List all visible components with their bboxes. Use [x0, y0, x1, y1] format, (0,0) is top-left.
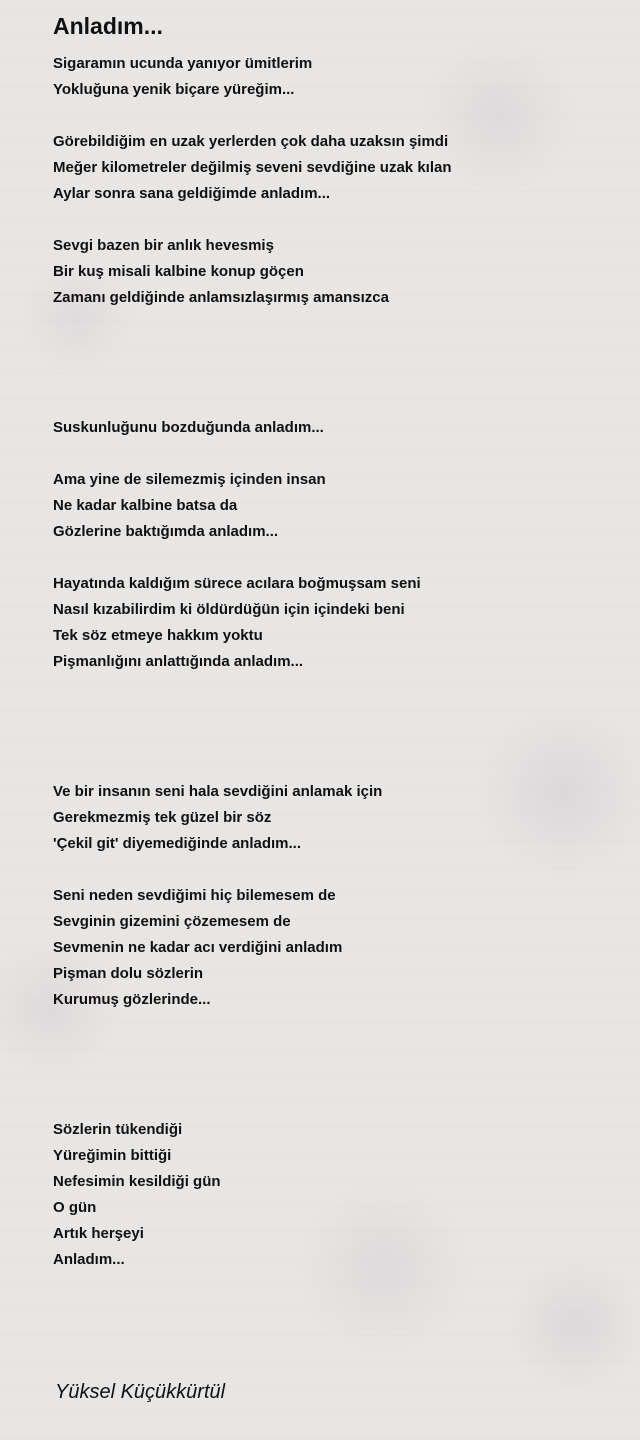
poem-line: Yüreğimin bittiği [53, 1147, 172, 1164]
stanza-1 [53, 51, 613, 103]
poem-line: Yokluğuna yenik biçare yüreğim... [53, 81, 295, 98]
poem-line: Sigaramın ucunda yanıyor ümitlerim [53, 55, 313, 72]
poem-line: Seni neden sevdiğimi hiç bilemesem de [53, 887, 336, 904]
poem-line: Gözlerine baktığımda anladım... [53, 523, 279, 540]
poem-line: Sevgi bazen bir anlık hevesmiş [53, 237, 274, 254]
stanza-9 [53, 1117, 613, 1273]
poem-line: Zamanı geldiğinde anlamsızlaşırmış amansızca [53, 289, 389, 306]
poem-line: Gerekmezmiş tek güzel bir söz [53, 809, 272, 826]
poem-line: Pişmanlığını anlattığında anladım... [53, 653, 304, 670]
stanza-8 [53, 883, 613, 1013]
poem-line: Anladım... [53, 1251, 125, 1268]
poem-line: Sevginin gizemini çözemesem de [53, 913, 291, 930]
poem-line: Aylar sonra sana geldiğimde anladım... [53, 185, 331, 202]
poem-line: Pişman dolu sözlerin [53, 965, 204, 982]
poem-line: Kurumuş gözlerinde... [53, 991, 211, 1008]
poem-line: Ve bir insanın seni hala sevdiğini anlamak için [53, 783, 383, 800]
poem-line: Sözlerin tükendiği [53, 1121, 183, 1138]
author-name: Yüksel Küçükkürtül [55, 1381, 226, 1403]
stanza-3 [53, 233, 613, 311]
poem-line: 'Çekil git' diyemediğinde anladım... [53, 835, 302, 852]
poem-line: Meğer kilometreler değilmiş seveni sevdiğine uzak kılan [53, 159, 452, 176]
stanza-7 [53, 779, 613, 857]
stanza-4 [53, 415, 613, 441]
poem-line: O gün [53, 1199, 97, 1216]
poem-body [53, 51, 613, 1273]
stanza-6 [53, 571, 613, 675]
stanza-5 [53, 467, 613, 545]
poem-line: Artık herşeyi [53, 1225, 144, 1242]
poem-line: Bir kuş misali kalbine konup göçen [53, 263, 304, 280]
poem-line: Görebildiğim en uzak yerlerden çok daha uzaksın şimdi [53, 133, 449, 150]
poem-line: Tek söz etmeye hakkım yoktu [53, 627, 263, 644]
poem-line: Hayatında kaldığım sürece acılara boğmuşsam seni [53, 575, 421, 592]
poem-line: Ne kadar kalbine batsa da [53, 497, 238, 514]
stanza-2 [53, 129, 613, 207]
poem-line: Ama yine de silemezmiş içinden insan [53, 471, 326, 488]
poem-line: Suskunluğunu bozduğunda anladım... [53, 419, 324, 436]
poem-title: Anladım... [53, 13, 163, 39]
poem-line: Sevmenin ne kadar acı verdiğini anladım [53, 939, 343, 956]
poem-line: Nefesimin kesildiği gün [53, 1173, 221, 1190]
poem-line: Nasıl kızabilirdim ki öldürdüğün için içindeki beni [53, 601, 405, 618]
